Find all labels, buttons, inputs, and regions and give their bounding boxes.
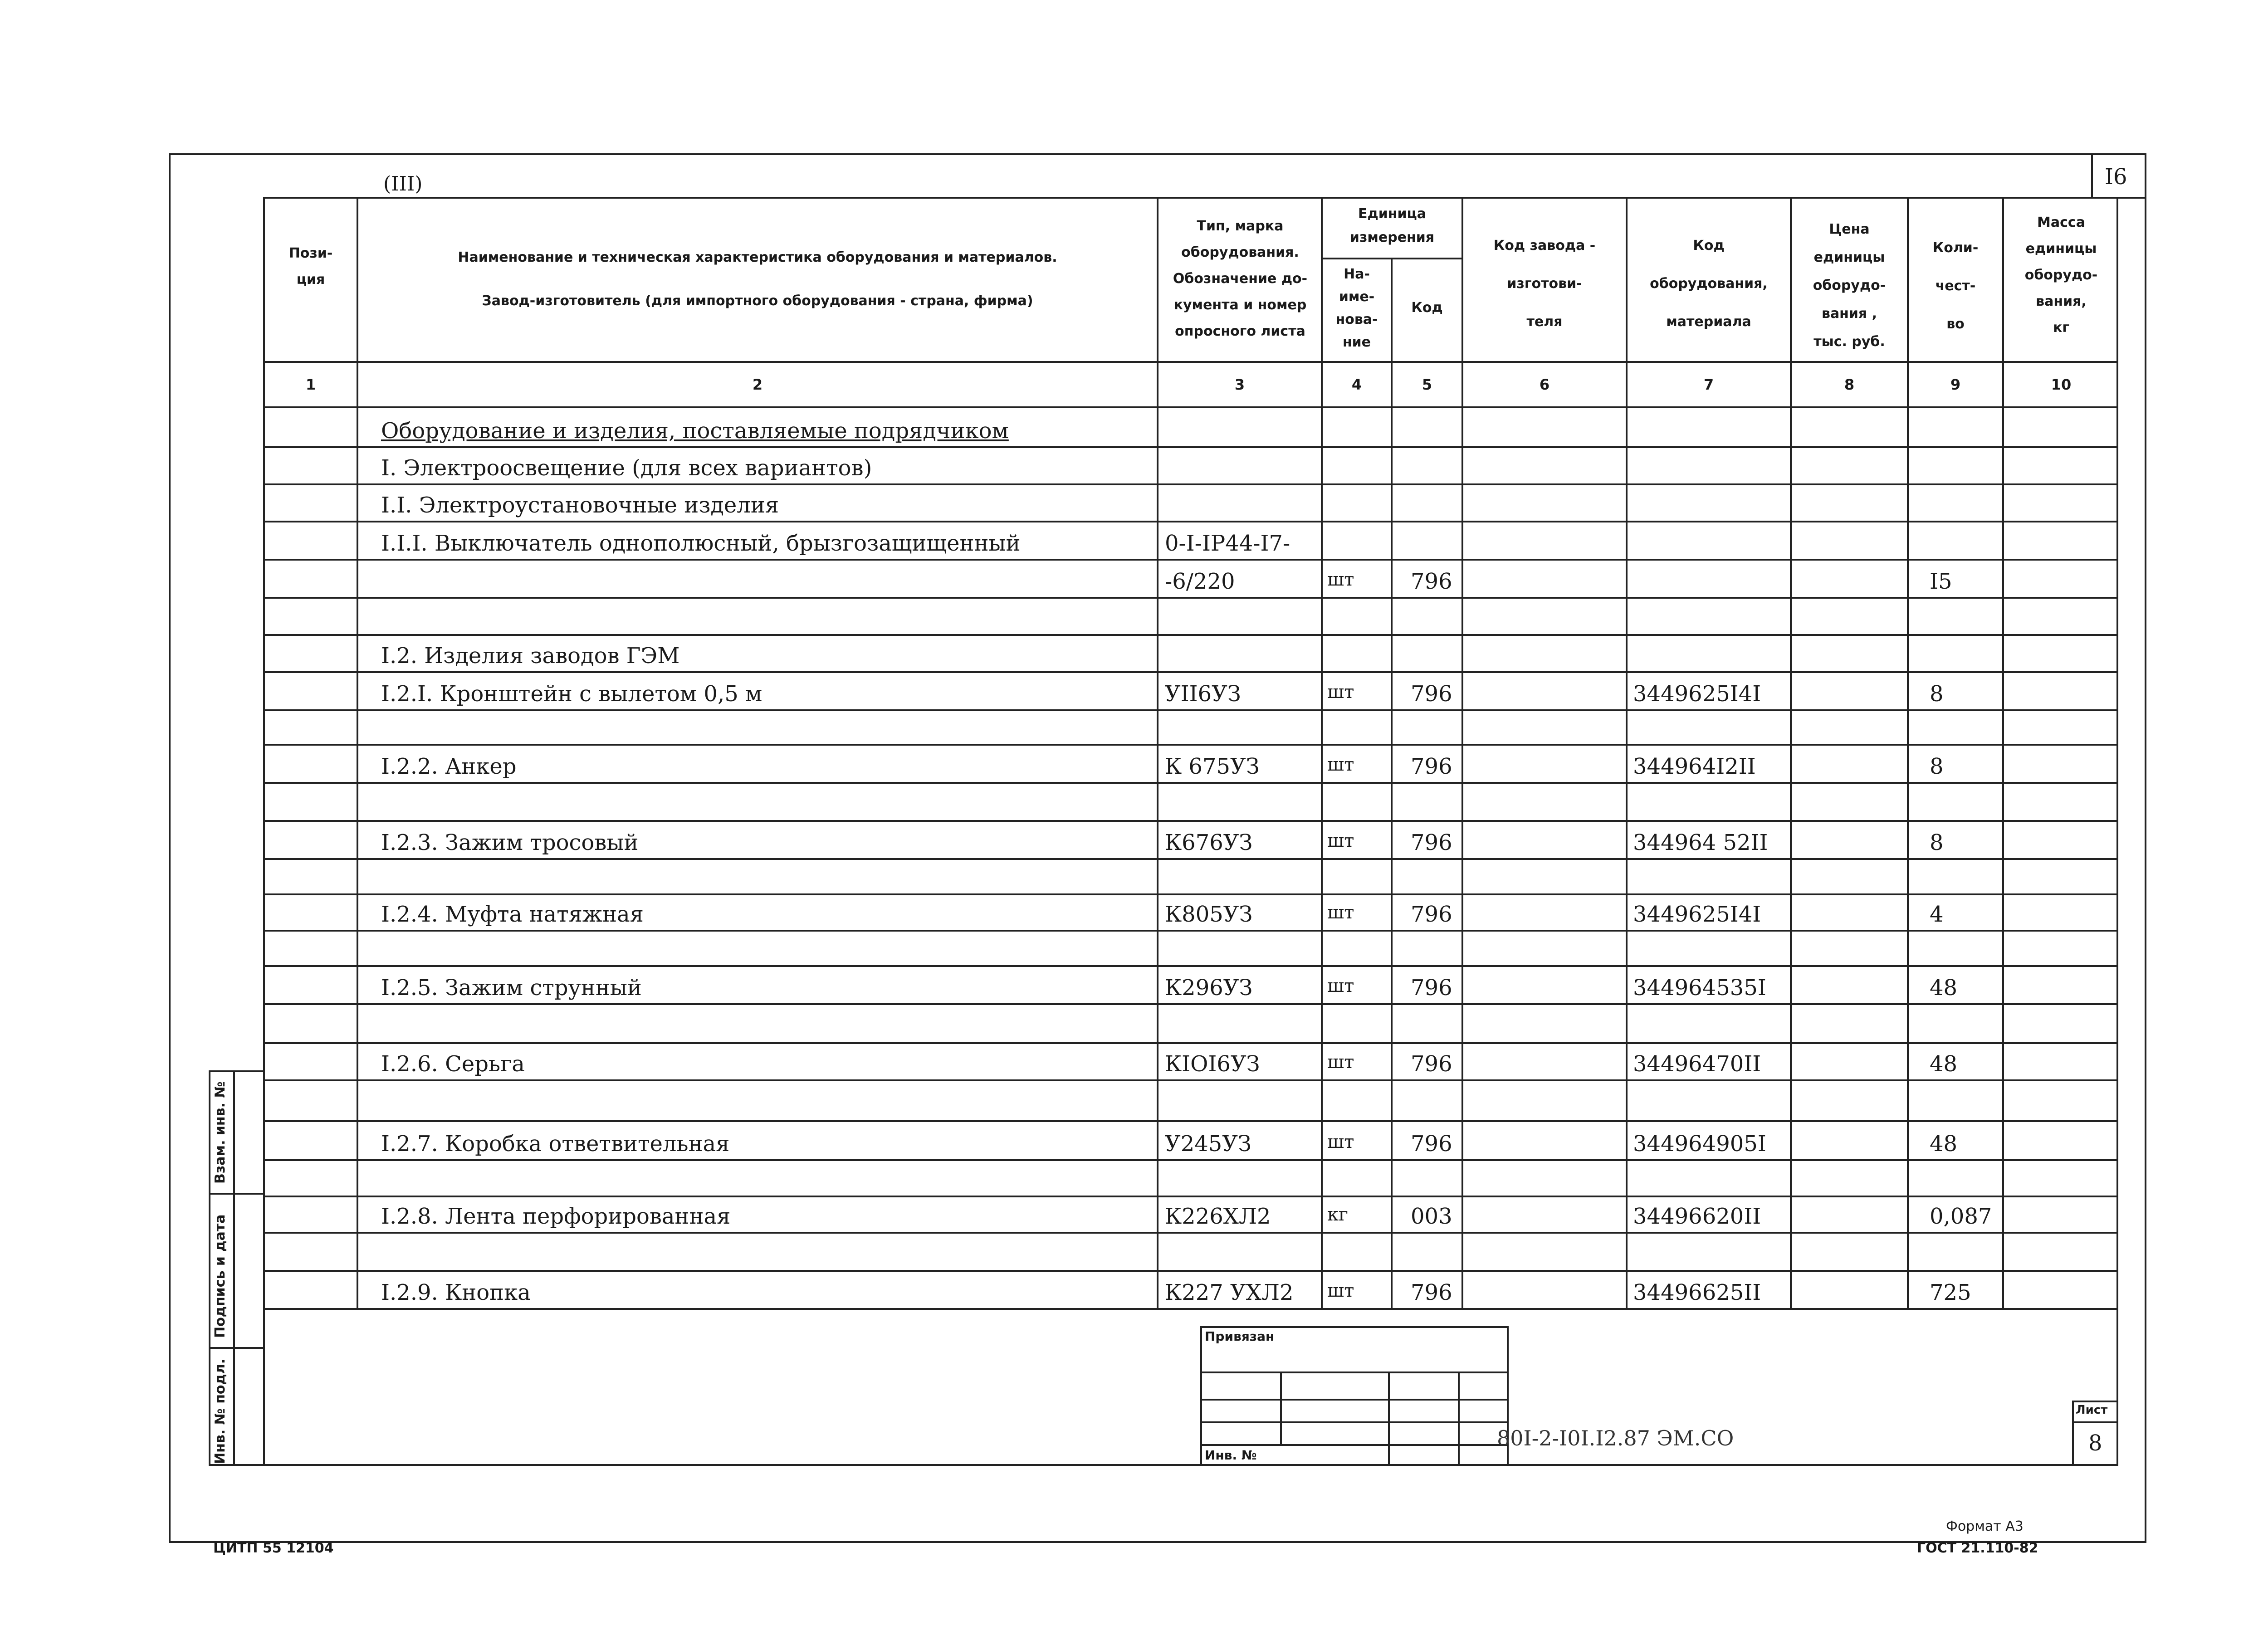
- row-unit: шт: [1327, 1052, 1354, 1073]
- row-code: 344964905I: [1633, 1131, 1766, 1157]
- colnum-9: 9: [1950, 376, 1961, 393]
- row-line: [263, 1196, 2118, 1197]
- colnum-7: 7: [1703, 376, 1714, 393]
- row-line: [263, 1079, 2118, 1081]
- row-code: 34496625II: [1633, 1280, 1761, 1305]
- header-price: Цена единицы оборудо- вания , тыс. руб.: [1813, 221, 1886, 350]
- row-qty: 725: [1930, 1280, 1971, 1305]
- header-mass: Масса единицы оборудо- вания, кг: [2024, 215, 2098, 336]
- row-line: [263, 1232, 2118, 1234]
- colnum-4: 4: [1351, 376, 1362, 393]
- row-unit: шт: [1327, 830, 1354, 851]
- header-equipment-code: Код оборудования, материала: [1650, 238, 1768, 330]
- row-qty: 0,087: [1930, 1204, 1992, 1229]
- row-qty: 8: [1930, 830, 1944, 855]
- row-unit: шт: [1327, 976, 1354, 996]
- row-unit: шт: [1327, 754, 1354, 775]
- row-code: 344964 52II: [1633, 830, 1768, 855]
- stamp-vline-2: [1388, 1372, 1390, 1466]
- row-line: [263, 965, 2118, 967]
- colnum-5: 5: [1422, 376, 1432, 393]
- row-line: [263, 1308, 2118, 1310]
- row-type: К676УЗ: [1165, 830, 1253, 855]
- row-line: [263, 744, 2118, 746]
- row-unit-code: 796: [1411, 1051, 1452, 1077]
- row-unit: шт: [1327, 682, 1354, 703]
- row-name: I.2.9. Кнопка: [381, 1280, 531, 1305]
- header-unit-code: Код: [1411, 300, 1443, 316]
- row-type: К296УЗ: [1165, 975, 1253, 1001]
- row-name: I. Электроосвещение (для всех вариантов): [381, 455, 872, 481]
- stamp-line-2: [1200, 1399, 1509, 1401]
- side-stamp-line-2: [209, 1347, 265, 1349]
- row-line: [263, 446, 2118, 448]
- row-unit: шт: [1327, 902, 1354, 923]
- row-line: [263, 483, 2118, 485]
- sheet-label: Лист: [2076, 1403, 2108, 1417]
- row-line: [263, 709, 2118, 711]
- row-unit: шт: [1327, 569, 1354, 590]
- row-qty: 8: [1930, 754, 1944, 779]
- row-unit-code: 796: [1411, 1280, 1452, 1305]
- row-code: 3449625I4I: [1633, 902, 1761, 927]
- row-unit-code: 796: [1411, 902, 1452, 927]
- row-code: 3449625I4I: [1633, 681, 1761, 707]
- row-unit: шт: [1327, 1280, 1354, 1301]
- row-name: I.2.7. Коробка ответвительная: [381, 1131, 730, 1157]
- sheet-mark: (III): [383, 172, 423, 195]
- stamp-line-1: [1200, 1372, 1509, 1373]
- stamp-line-4: [1200, 1444, 1509, 1446]
- row-line: [263, 671, 2118, 673]
- colnum-8: 8: [1844, 376, 1855, 393]
- header-name: Наименование и техническая характеристика оборудования и материалов. Завод-изготовитель (для импортного оборудования - страна, фирма): [458, 249, 1057, 309]
- header-plant-code: Код завода - изготови- теля: [1493, 238, 1596, 330]
- side-stamp-podpis: Подпись и дата: [212, 1214, 228, 1338]
- row-line: [263, 597, 2118, 599]
- row-qty: 48: [1930, 975, 1958, 1001]
- row-line: [263, 1003, 2118, 1005]
- row-name: I.I. Электроустановочные изделия: [381, 493, 779, 518]
- stamp-line-3: [1200, 1421, 1509, 1423]
- row-type: К 675УЗ: [1165, 754, 1260, 779]
- row-code: 344964535I: [1633, 975, 1766, 1001]
- row-unit-code: 796: [1411, 754, 1452, 779]
- colnum-2: 2: [752, 376, 763, 393]
- header-type: Тип, марка оборудования. Обозначение до- кумента и номер опросного листа: [1173, 218, 1308, 339]
- row-unit-code: 003: [1411, 1204, 1452, 1229]
- row-qty: 48: [1930, 1051, 1958, 1077]
- row-qty: 8: [1930, 681, 1944, 707]
- row-type: К226ХЛ2: [1165, 1204, 1271, 1229]
- header-unit-group: Единица измерения: [1349, 206, 1435, 245]
- row-line: [263, 1042, 2118, 1044]
- row-name: I.2.I. Кронштейн с вылетом 0,5 м: [381, 681, 763, 707]
- row-type: КIOI6УЗ: [1165, 1051, 1260, 1077]
- row-line: [263, 858, 2118, 860]
- footer-left: ЦИТП 55 12104: [213, 1540, 334, 1556]
- row-type: УII6УЗ: [1165, 681, 1241, 707]
- stamp-vline-3: [1458, 1372, 1460, 1466]
- stamp-inv-no: Инв. №: [1205, 1448, 1257, 1463]
- row-unit: кг: [1327, 1204, 1348, 1225]
- header-position: Пози- ция: [288, 245, 333, 288]
- row-line: [263, 820, 2118, 822]
- colnum-3: 3: [1234, 376, 1245, 393]
- row-code: 344964I2II: [1633, 754, 1756, 779]
- row-line: [263, 1270, 2118, 1272]
- row-qty: I5: [1930, 569, 1952, 594]
- row-code: 34496620II: [1633, 1204, 1761, 1229]
- row-line: [263, 893, 2118, 895]
- row-unit: шт: [1327, 1132, 1354, 1152]
- colnum-1: 1: [305, 376, 316, 393]
- side-stamp-line-1: [209, 1193, 265, 1195]
- row-unit-code: 796: [1411, 681, 1452, 707]
- number-row-bottom-line: [263, 406, 2118, 408]
- row-name: I.I.I. Выключатель однополюсный, брызгозащищенный: [381, 531, 1021, 556]
- row-line: [263, 782, 2118, 784]
- row-name: I.2.2. Анкер: [381, 754, 517, 779]
- row-type: -6/220: [1165, 569, 1235, 594]
- row-name: I.2.6. Серьга: [381, 1051, 525, 1077]
- row-type: 0-I-IP44-I7-: [1165, 531, 1290, 556]
- row-unit-code: 796: [1411, 975, 1452, 1001]
- row-name: Оборудование и изделия, поставляемые подрядчиком: [381, 418, 1009, 444]
- sheet-number: 8: [2088, 1430, 2102, 1456]
- side-stamp-divider: [233, 1070, 235, 1466]
- row-name: I.2.8. Лента перфорированная: [381, 1204, 731, 1229]
- row-line: [263, 1159, 2118, 1161]
- stamp-privyazan: Привязан: [1205, 1329, 1275, 1344]
- side-stamp-vzam: Взам. инв. №: [212, 1081, 228, 1184]
- header-unit-name: На- име- нова- ние: [1335, 266, 1378, 350]
- side-stamp-inv-podl: Инв. № подл.: [212, 1358, 228, 1464]
- row-name: I.2.5. Зажим струнный: [381, 975, 642, 1001]
- row-unit-code: 796: [1411, 1131, 1452, 1157]
- sheet-box-line: [2072, 1421, 2118, 1423]
- row-code: 34496470II: [1633, 1051, 1761, 1077]
- row-name: I.2.3. Зажим тросовый: [381, 830, 639, 855]
- colnum-6: 6: [1539, 376, 1550, 393]
- row-qty: 4: [1930, 902, 1944, 927]
- stamp-vline-1: [1280, 1372, 1282, 1444]
- row-type: К805УЗ: [1165, 902, 1253, 927]
- row-qty: 48: [1930, 1131, 1958, 1157]
- row-type: К227 УХЛ2: [1165, 1280, 1294, 1305]
- header-quantity: Коли- чест- во: [1932, 240, 1979, 332]
- page-number: I6: [2105, 164, 2127, 190]
- row-unit-code: 796: [1411, 830, 1452, 855]
- row-line: [263, 1120, 2118, 1122]
- row-unit-code: 796: [1411, 569, 1452, 594]
- stamp-document-code: 80I-2-I0I.I2.87 ЭМ.СО: [1497, 1426, 1734, 1450]
- footer-gost: ГОСТ 21.110-82: [1917, 1540, 2038, 1556]
- row-line: [263, 634, 2118, 636]
- colnum-10: 10: [2051, 376, 2072, 393]
- row-line: [263, 930, 2118, 932]
- row-line: [263, 521, 2118, 522]
- footer-format: Формат А3: [1946, 1518, 2024, 1534]
- row-name: I.2. Изделия заводов ГЭМ: [381, 643, 680, 669]
- row-name: I.2.4. Муфта натяжная: [381, 902, 644, 927]
- row-line: [263, 559, 2118, 561]
- row-type: У245УЗ: [1165, 1131, 1251, 1157]
